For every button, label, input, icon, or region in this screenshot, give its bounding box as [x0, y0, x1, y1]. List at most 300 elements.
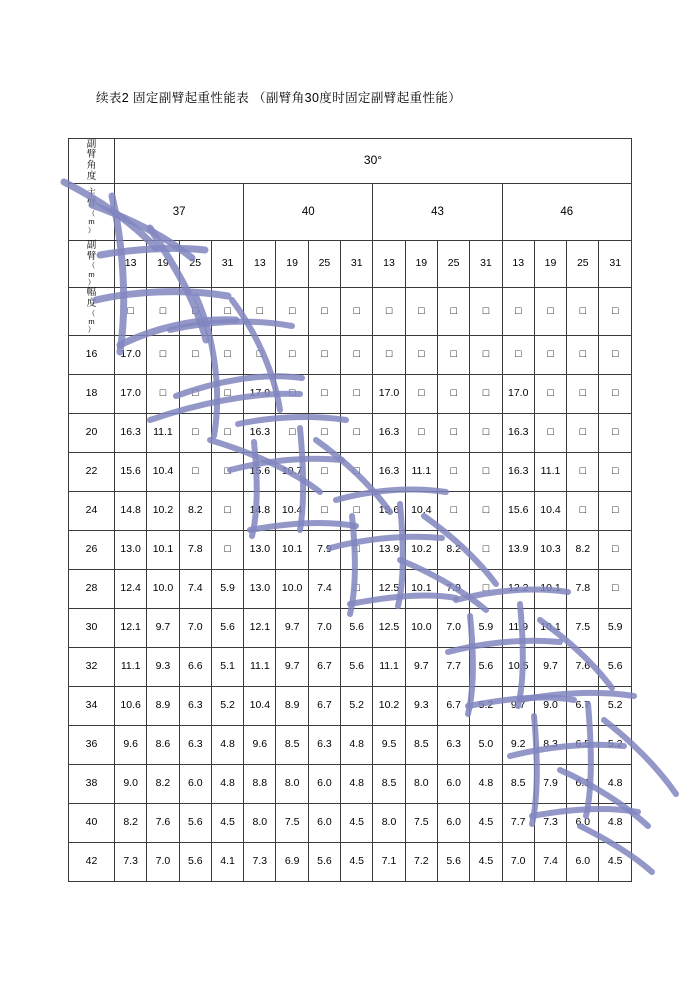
jib-length: 31	[341, 241, 373, 288]
capacity-cell: 13.0	[244, 569, 276, 608]
capacity-cell: 5.6	[470, 647, 502, 686]
capacity-cell: □	[599, 569, 632, 608]
header-mark: □	[244, 288, 276, 335]
table-row	[69, 374, 632, 413]
capacity-cell: 11.1	[244, 647, 276, 686]
capacity-cell: 8.5	[502, 764, 534, 803]
capacity-cell: □	[147, 335, 179, 374]
main-boom-length: 37	[115, 184, 244, 241]
capacity-cell: 7.4	[308, 569, 340, 608]
table-row	[69, 647, 632, 686]
capacity-cell: □	[470, 491, 502, 530]
jib-length: 13	[502, 241, 534, 288]
radius-value: 32	[69, 647, 115, 686]
capacity-cell: 7.2	[405, 842, 437, 881]
radius-value: 40	[69, 803, 115, 842]
capacity-cell: □	[437, 335, 469, 374]
capacity-cell: □	[341, 374, 373, 413]
jib-length: 13	[115, 241, 147, 288]
table-row	[69, 764, 632, 803]
capacity-cell: 8.5	[276, 725, 308, 764]
capacity-cell: 15.6	[244, 452, 276, 491]
jib-length: 25	[567, 241, 599, 288]
capacity-cell: 9.6	[244, 725, 276, 764]
capacity-cell: 7.5	[567, 608, 599, 647]
capacity-cell: 5.2	[599, 686, 632, 725]
capacity-cell: 7.1	[373, 842, 405, 881]
capacity-cell: 8.0	[276, 764, 308, 803]
radius-value: 20	[69, 413, 115, 452]
capacity-cell: 4.8	[599, 803, 632, 842]
capacity-cell: □	[308, 413, 340, 452]
capacity-cell: □	[147, 374, 179, 413]
capacity-cell: □	[341, 452, 373, 491]
header-mark: □	[502, 288, 534, 335]
capacity-cell: 10.0	[276, 569, 308, 608]
main-boom-length: 43	[373, 184, 502, 241]
capacity-cell: 12.1	[244, 608, 276, 647]
capacity-cell: 8.2	[147, 764, 179, 803]
table-row	[69, 842, 632, 881]
radius-value: 34	[69, 686, 115, 725]
capacity-cell: 6.7	[308, 686, 340, 725]
header-mark: □	[437, 288, 469, 335]
capacity-cell: 17.0	[502, 374, 534, 413]
capacity-cell: 5.2	[470, 686, 502, 725]
capacity-cell: 13.9	[373, 530, 405, 569]
radius-header-row	[69, 288, 632, 335]
capacity-cell: 8.3	[534, 725, 566, 764]
capacity-cell: 10.5	[502, 647, 534, 686]
capacity-cell: □	[567, 413, 599, 452]
capacity-cell: □	[341, 569, 373, 608]
capacity-cell: 9.3	[405, 686, 437, 725]
capacity-cell: 15.6	[502, 491, 534, 530]
capacity-cell: 7.3	[115, 842, 147, 881]
capacity-cell: 10.2	[147, 491, 179, 530]
header-mark: □	[276, 288, 308, 335]
capacity-cell: □	[599, 530, 632, 569]
capacity-cell: □	[211, 413, 243, 452]
jib-length: 19	[405, 241, 437, 288]
jib-length: 13	[244, 241, 276, 288]
capacity-cell: 6.0	[437, 803, 469, 842]
capacity-cell: 7.9	[308, 530, 340, 569]
capacity-cell: 14.8	[244, 491, 276, 530]
radius-value: 30	[69, 608, 115, 647]
capacity-cell: □	[470, 413, 502, 452]
capacity-cell: 5.0	[470, 725, 502, 764]
capacity-cell: □	[534, 374, 566, 413]
table-row	[69, 608, 632, 647]
capacity-cell: 11.1	[115, 647, 147, 686]
capacity-cell: 4.8	[470, 764, 502, 803]
capacity-cell: 10.2	[405, 530, 437, 569]
capacity-cell: 11.1	[147, 413, 179, 452]
capacity-cell: 6.3	[308, 725, 340, 764]
capacity-cell: □	[276, 413, 308, 452]
capacity-cell: 10.0	[147, 569, 179, 608]
capacity-cell: □	[341, 530, 373, 569]
capacity-cell: 8.2	[115, 803, 147, 842]
capacity-cell: □	[276, 335, 308, 374]
capacity-cell: □	[599, 374, 632, 413]
jib-length: 25	[308, 241, 340, 288]
capacity-cell: 8.5	[405, 725, 437, 764]
capacity-cell: 16.3	[373, 452, 405, 491]
capacity-cell: □	[308, 452, 340, 491]
capacity-cell: □	[211, 491, 243, 530]
table-row	[69, 569, 632, 608]
capacity-cell: □	[308, 491, 340, 530]
capacity-cell: □	[470, 530, 502, 569]
capacity-cell: 7.7	[502, 803, 534, 842]
capacity-cell: 5.2	[341, 686, 373, 725]
capacity-cell: 6.7	[567, 686, 599, 725]
capacity-cell: 10.1	[276, 530, 308, 569]
capacity-cell: 6.3	[179, 686, 211, 725]
capacity-cell: 8.2	[567, 530, 599, 569]
capacity-cell: 16.3	[115, 413, 147, 452]
capacity-cell: 7.0	[437, 608, 469, 647]
capacity-cell: 5.6	[179, 842, 211, 881]
capacity-cell: □	[341, 335, 373, 374]
jib-length: 13	[373, 241, 405, 288]
capacity-cell: 9.7	[405, 647, 437, 686]
header-mark: □	[341, 288, 373, 335]
jib-length-header-row	[69, 241, 632, 288]
capacity-cell: 7.6	[567, 647, 599, 686]
capacity-cell: 4.5	[470, 842, 502, 881]
main-boom-length: 46	[502, 184, 631, 241]
table-row	[69, 335, 632, 374]
capacity-cell: 8.0	[244, 803, 276, 842]
capacity-cell: 7.4	[534, 842, 566, 881]
capacity-cell: 8.2	[437, 530, 469, 569]
capacity-cell: 7.0	[308, 608, 340, 647]
header-mark: □	[599, 288, 632, 335]
capacity-cell: □	[308, 374, 340, 413]
capacity-cell: 4.5	[470, 803, 502, 842]
capacity-cell: 10.1	[534, 569, 566, 608]
capacity-cell: □	[534, 413, 566, 452]
capacity-cell: □	[179, 335, 211, 374]
capacity-cell: 4.8	[599, 764, 632, 803]
header-mark: □	[147, 288, 179, 335]
capacity-cell: □	[599, 452, 632, 491]
capacity-cell: 5.9	[211, 569, 243, 608]
table-row	[69, 725, 632, 764]
capacity-cell: 10.1	[534, 608, 566, 647]
capacity-cell: 10.4	[244, 686, 276, 725]
capacity-cell: 4.5	[341, 842, 373, 881]
jib-length: 31	[599, 241, 632, 288]
capacity-cell: 6.0	[437, 764, 469, 803]
capacity-cell: 4.8	[341, 764, 373, 803]
capacity-cell: □	[567, 335, 599, 374]
capacity-cell: 10.1	[147, 530, 179, 569]
capacity-cell: 6.5	[567, 725, 599, 764]
capacity-cell: □	[211, 530, 243, 569]
radius-value: 18	[69, 374, 115, 413]
capacity-cell: 6.3	[437, 725, 469, 764]
jib-length: 31	[211, 241, 243, 288]
capacity-cell: 8.0	[405, 764, 437, 803]
capacity-cell: □	[437, 374, 469, 413]
capacity-cell: 5.6	[341, 608, 373, 647]
radius-value: 16	[69, 335, 115, 374]
capacity-cell: □	[179, 452, 211, 491]
jib-length: 19	[147, 241, 179, 288]
capacity-cell: 7.5	[276, 803, 308, 842]
table-row	[69, 413, 632, 452]
capacity-cell: □	[211, 335, 243, 374]
header-mark: □	[115, 288, 147, 335]
capacity-cell: 11.1	[534, 452, 566, 491]
capacity-cell: 12.5	[373, 569, 405, 608]
capacity-cell: 8.9	[276, 686, 308, 725]
load-chart-table-wrap	[68, 138, 632, 882]
capacity-cell: 7.0	[147, 842, 179, 881]
capacity-cell: □	[534, 335, 566, 374]
capacity-cell: 8.2	[179, 491, 211, 530]
capacity-cell: □	[599, 491, 632, 530]
capacity-cell: 9.7	[534, 647, 566, 686]
capacity-cell: 5.2	[211, 686, 243, 725]
jib-length: 19	[534, 241, 566, 288]
capacity-cell: 5.9	[470, 608, 502, 647]
capacity-cell: 17.0	[115, 374, 147, 413]
capacity-cell: 9.5	[373, 725, 405, 764]
capacity-cell: 13.0	[244, 530, 276, 569]
capacity-cell: 12.5	[373, 608, 405, 647]
capacity-cell: 6.1	[567, 764, 599, 803]
capacity-cell: 10.4	[534, 491, 566, 530]
header-mark: □	[179, 288, 211, 335]
capacity-cell: 7.0	[502, 842, 534, 881]
capacity-cell: 11.9	[502, 608, 534, 647]
jib-length: 31	[470, 241, 502, 288]
capacity-cell: □	[179, 413, 211, 452]
capacity-cell: 9.3	[147, 647, 179, 686]
capacity-cell: 7.6	[147, 803, 179, 842]
header-mark: □	[405, 288, 437, 335]
capacity-cell: 11.1	[405, 452, 437, 491]
capacity-cell: □	[373, 335, 405, 374]
capacity-cell: 17.0	[115, 335, 147, 374]
capacity-cell: □	[567, 374, 599, 413]
capacity-cell: 16.3	[244, 413, 276, 452]
capacity-cell: 9.7	[276, 647, 308, 686]
capacity-cell: 17.0	[373, 374, 405, 413]
capacity-cell: 7.8	[179, 530, 211, 569]
capacity-cell: □	[211, 374, 243, 413]
capacity-cell: 5.2	[599, 725, 632, 764]
capacity-cell: 6.6	[179, 647, 211, 686]
capacity-cell: 10.2	[373, 686, 405, 725]
jib-length: 19	[276, 241, 308, 288]
capacity-cell: 7.9	[534, 764, 566, 803]
radius-value: 36	[69, 725, 115, 764]
header-mark: □	[534, 288, 566, 335]
load-chart-table	[68, 138, 632, 882]
row-label-jib-length: 副 臂 （ m ）	[69, 241, 115, 288]
capacity-cell: □	[405, 374, 437, 413]
capacity-cell: □	[437, 491, 469, 530]
jib-length: 25	[179, 241, 211, 288]
capacity-cell: □	[470, 452, 502, 491]
capacity-cell: □	[502, 335, 534, 374]
capacity-cell: 10.0	[405, 608, 437, 647]
jib-angle-header-row	[69, 139, 632, 184]
capacity-cell: 5.6	[599, 647, 632, 686]
capacity-cell: 12.2	[502, 569, 534, 608]
capacity-cell: 6.0	[308, 803, 340, 842]
capacity-cell: 9.7	[276, 608, 308, 647]
capacity-cell: 4.8	[341, 725, 373, 764]
row-label-jib-angle: 副 臂 角 度	[69, 139, 115, 184]
table-row	[69, 491, 632, 530]
capacity-cell: 13.9	[502, 530, 534, 569]
capacity-cell: 9.0	[115, 764, 147, 803]
capacity-cell: □	[244, 335, 276, 374]
capacity-cell: 7.4	[179, 569, 211, 608]
capacity-cell: 12.1	[115, 608, 147, 647]
radius-value: 38	[69, 764, 115, 803]
capacity-cell: 17.0	[244, 374, 276, 413]
capacity-cell: 10.7	[276, 452, 308, 491]
capacity-cell: 16.3	[502, 452, 534, 491]
capacity-cell: □	[276, 374, 308, 413]
capacity-cell: 9.7	[502, 686, 534, 725]
capacity-cell: □	[211, 452, 243, 491]
capacity-cell: 5.6	[437, 842, 469, 881]
capacity-cell: 6.0	[567, 842, 599, 881]
capacity-cell: □	[405, 413, 437, 452]
capacity-cell: □	[599, 335, 632, 374]
table-row	[69, 686, 632, 725]
main-boom-header-row	[69, 184, 632, 241]
capacity-cell: 11.1	[373, 647, 405, 686]
header-mark: □	[308, 288, 340, 335]
capacity-cell: 15.6	[373, 491, 405, 530]
capacity-cell: 7.9	[437, 569, 469, 608]
capacity-cell: 6.9	[276, 842, 308, 881]
capacity-cell: 8.9	[147, 686, 179, 725]
header-mark: □	[567, 288, 599, 335]
capacity-cell: 7.8	[567, 569, 599, 608]
capacity-cell: 15.6	[115, 452, 147, 491]
capacity-cell: □	[179, 374, 211, 413]
capacity-cell: 10.4	[276, 491, 308, 530]
table-row	[69, 530, 632, 569]
capacity-cell: 9.7	[147, 608, 179, 647]
capacity-cell: 4.5	[599, 842, 632, 881]
capacity-cell: 6.7	[437, 686, 469, 725]
header-mark: □	[211, 288, 243, 335]
capacity-cell: 4.5	[341, 803, 373, 842]
capacity-cell: 16.3	[502, 413, 534, 452]
capacity-cell: 16.3	[373, 413, 405, 452]
capacity-cell: 5.9	[599, 608, 632, 647]
capacity-cell: □	[437, 452, 469, 491]
capacity-cell: 7.5	[405, 803, 437, 842]
row-label-radius: 幅 度 （ m ）	[69, 288, 115, 335]
capacity-cell: 13.0	[115, 530, 147, 569]
capacity-cell: □	[599, 413, 632, 452]
capacity-cell: □	[341, 491, 373, 530]
capacity-cell: □	[470, 335, 502, 374]
main-boom-length: 40	[244, 184, 373, 241]
capacity-cell: 6.3	[179, 725, 211, 764]
capacity-cell: 5.6	[211, 608, 243, 647]
capacity-cell: 7.3	[244, 842, 276, 881]
capacity-cell: □	[437, 413, 469, 452]
radius-value: 26	[69, 530, 115, 569]
capacity-cell: □	[308, 335, 340, 374]
capacity-cell: 10.3	[534, 530, 566, 569]
capacity-cell: □	[470, 374, 502, 413]
capacity-cell: 8.8	[244, 764, 276, 803]
radius-value: 24	[69, 491, 115, 530]
capacity-cell: 8.0	[373, 803, 405, 842]
capacity-cell: 5.6	[308, 842, 340, 881]
capacity-cell: 7.7	[437, 647, 469, 686]
capacity-cell: 10.6	[115, 686, 147, 725]
table-row	[69, 452, 632, 491]
capacity-cell: 4.1	[211, 842, 243, 881]
radius-value: 22	[69, 452, 115, 491]
capacity-cell: 7.0	[179, 608, 211, 647]
capacity-cell: 5.6	[341, 647, 373, 686]
capacity-cell: 5.1	[211, 647, 243, 686]
capacity-cell: 4.8	[211, 764, 243, 803]
capacity-cell: 6.0	[308, 764, 340, 803]
header-mark: □	[470, 288, 502, 335]
capacity-cell: 14.8	[115, 491, 147, 530]
capacity-cell: 8.5	[373, 764, 405, 803]
radius-value: 28	[69, 569, 115, 608]
row-label-main-boom: 主 臂 （ m ）	[69, 184, 115, 241]
page-title: 续表2 固定副臂起重性能表 （副臂角30度时固定副臂起重性能）	[96, 91, 462, 105]
capacity-cell: □	[405, 335, 437, 374]
jib-length: 25	[437, 241, 469, 288]
jib-angle-value: 30°	[115, 139, 632, 184]
radius-value: 42	[69, 842, 115, 881]
capacity-cell: 9.6	[115, 725, 147, 764]
capacity-cell: 6.7	[308, 647, 340, 686]
capacity-cell: □	[470, 569, 502, 608]
capacity-cell: 6.0	[179, 764, 211, 803]
capacity-cell: 12.4	[115, 569, 147, 608]
capacity-cell: 4.8	[211, 725, 243, 764]
capacity-cell: 10.4	[147, 452, 179, 491]
capacity-cell: 10.1	[405, 569, 437, 608]
capacity-cell: 7.3	[534, 803, 566, 842]
capacity-cell: □	[567, 452, 599, 491]
capacity-cell: 4.5	[211, 803, 243, 842]
table-row	[69, 803, 632, 842]
capacity-cell: 9.2	[502, 725, 534, 764]
capacity-cell: 10.4	[405, 491, 437, 530]
header-mark: □	[373, 288, 405, 335]
capacity-cell: 6.0	[567, 803, 599, 842]
capacity-cell: 8.6	[147, 725, 179, 764]
capacity-cell: 5.6	[179, 803, 211, 842]
capacity-cell: □	[567, 491, 599, 530]
capacity-cell: 9.0	[534, 686, 566, 725]
capacity-cell: □	[341, 413, 373, 452]
